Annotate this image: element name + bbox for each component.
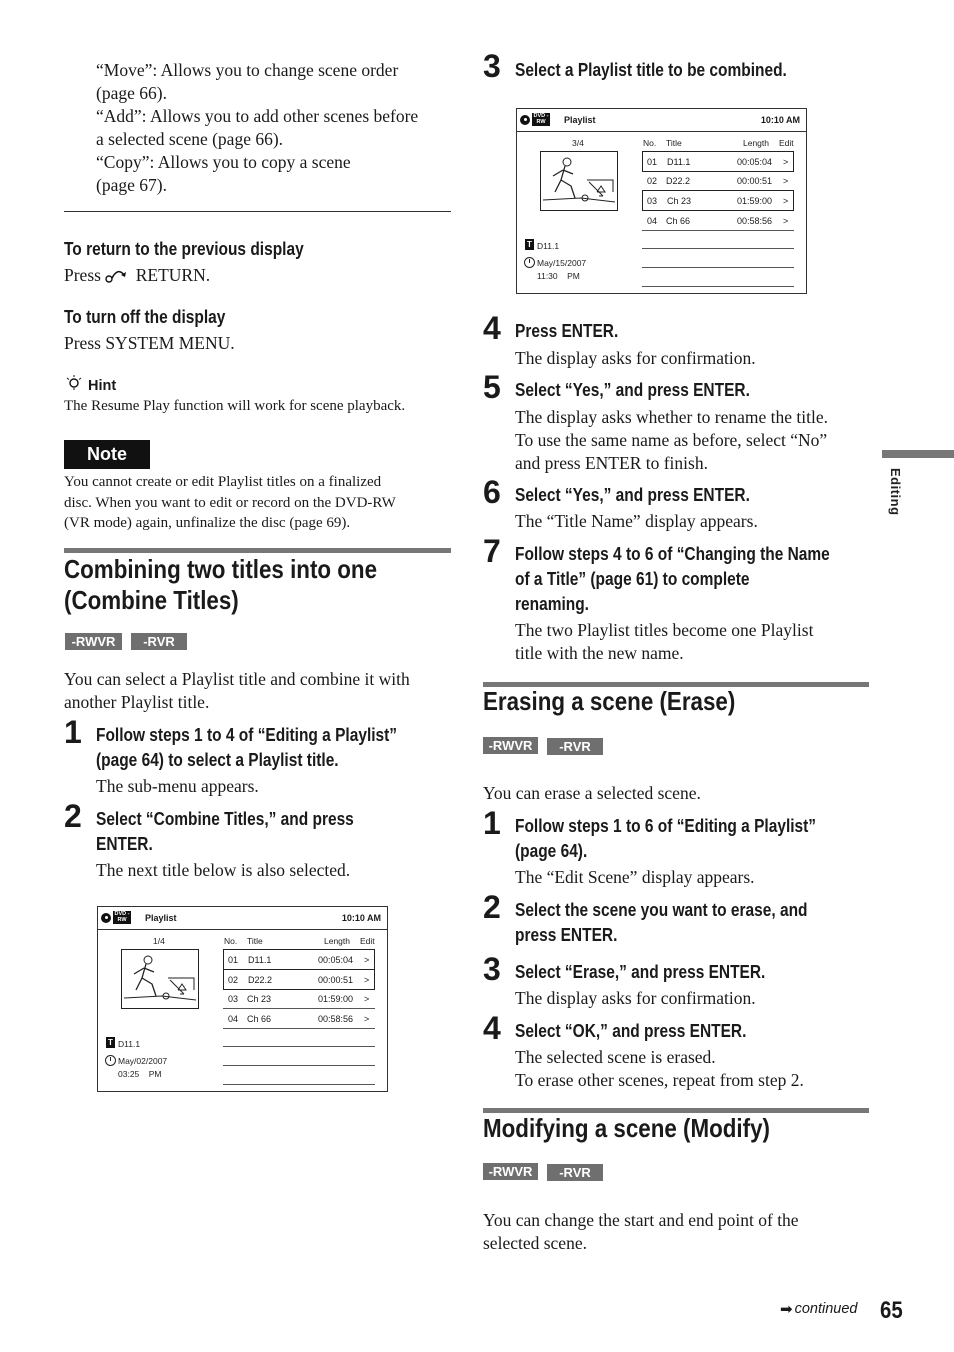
step-6-number: 6	[483, 474, 501, 510]
info-time: 03:25 PM	[118, 1069, 162, 1079]
col-edit: Edit	[779, 138, 794, 148]
table-row[interactable]: 04 Ch 66 00:58:56 >	[223, 1009, 375, 1029]
step-4-heading: Press ENTER.	[515, 321, 619, 341]
erase-step-4-heading: Select “OK,” and press ENTER.	[515, 1021, 747, 1041]
erase-title: Erasing a scene (Erase)	[483, 686, 736, 716]
note-text: You cannot create or edit Playlist titles on a finalized disc. When you want to edit or record on the DVD-RW (VR mode) again, unfinalize the disc (page 69).	[64, 474, 396, 531]
thumbnail-image	[540, 151, 618, 211]
section-label: Editing	[888, 468, 903, 516]
table-row[interactable]: 01 D11.1 00:05:04 >	[642, 151, 794, 172]
step-1-heading: Follow steps 1 to 4 of “Editing a Playlist” (page 64) to select a Playlist title.	[96, 725, 398, 770]
rwvr-badge: -RWVR	[483, 737, 538, 754]
move-page: (page 66).	[96, 83, 167, 103]
thumbnail-image	[121, 949, 199, 1009]
screen-clock: 10:10 AM	[341, 913, 381, 923]
combine-title-line2: (Combine Titles)	[64, 585, 239, 615]
return-heading: To return to the previous display	[64, 239, 304, 259]
info-title: D11.1	[537, 241, 560, 251]
arrow-right-icon: ➡	[780, 1300, 793, 1318]
erase-step-4-number: 4	[483, 1010, 501, 1046]
section-tab	[882, 450, 954, 458]
hint-header	[64, 374, 116, 397]
modify-title: Modifying a scene (Modify)	[483, 1113, 770, 1143]
title-counter: 1/4	[153, 936, 165, 946]
col-edit: Edit	[360, 936, 375, 946]
step-2-body: The next title below is also selected.	[96, 860, 351, 880]
step-7-body: The two Playlist titles become one Playlist title with the new name.	[515, 620, 814, 663]
table-row[interactable]: 03 Ch 23 01:59:00 >	[223, 989, 375, 1009]
table-row[interactable]: 04 Ch 66 00:58:56 >	[642, 211, 794, 231]
col-no: No.	[643, 138, 657, 148]
page-number: 65	[880, 1297, 903, 1324]
screen-title: Playlist	[564, 115, 596, 125]
hint-label: Hint	[88, 377, 117, 394]
step-7-heading: Follow steps 4 to 6 of “Changing the Name of a Title” (page 61) to complete renaming.	[515, 544, 830, 614]
playlist-screen-1	[97, 906, 388, 1092]
turnoff-text: Press SYSTEM MENU.	[64, 333, 235, 353]
combine-title-line1: Combining two titles into one	[64, 554, 378, 584]
step-6-heading: Select “Yes,” and press ENTER.	[515, 485, 750, 505]
add-desc-2: a selected scene (page 66).	[96, 129, 284, 149]
col-title: Title	[666, 138, 682, 148]
move-desc: “Move”: Allows you to change scene order	[96, 60, 399, 80]
return-text: Press RETURN.	[64, 264, 210, 289]
step-5-body: The display asks whether to rename the title. To use the same name as before, select “No” and press ENTER to finish.	[515, 407, 828, 473]
step-4-number: 4	[483, 310, 501, 346]
erase-step-1-number: 1	[483, 805, 501, 841]
rwvr-badge: -RWVR	[65, 633, 122, 650]
lightbulb-icon	[64, 374, 84, 397]
col-length: Length	[324, 936, 350, 946]
step-3-number: 3	[483, 48, 501, 84]
rvr-badge: -RVR	[547, 738, 603, 755]
step-4-body: The display asks for confirmation.	[515, 348, 756, 368]
return-icon	[105, 266, 131, 289]
clock-icon	[105, 1055, 116, 1066]
dvd-rw-icon: DVD -RW	[520, 113, 550, 126]
rvr-badge: -RVR	[547, 1164, 603, 1181]
clock-icon	[524, 257, 535, 268]
screen-title: Playlist	[145, 913, 177, 923]
modify-intro: You can change the start and end point of the selected scene.	[483, 1210, 799, 1253]
info-date: May/02/2007	[118, 1056, 168, 1066]
table-row[interactable]: 03 Ch 23 01:59:00 >	[642, 190, 794, 211]
rwvr-badge: -RWVR	[483, 1163, 538, 1180]
col-no: No.	[224, 936, 238, 946]
info-date: May/15/2007	[537, 258, 587, 268]
erase-intro: You can erase a selected scene.	[483, 783, 701, 803]
erase-step-3-body: The display asks for confirmation.	[515, 988, 756, 1008]
step-5-number: 5	[483, 369, 501, 405]
step-6-body: The “Title Name” display appears.	[515, 511, 758, 531]
sub-menu-descriptions	[96, 59, 418, 197]
erase-step-2-heading: Select the scene you want to erase, and press ENTER.	[515, 900, 808, 945]
erase-step-2-number: 2	[483, 889, 501, 925]
rvr-badge: -RVR	[131, 633, 187, 650]
col-title: Title	[247, 936, 263, 946]
title-counter: 3/4	[572, 138, 584, 148]
title-icon: T	[525, 239, 534, 250]
erase-step-1-heading: Follow steps 1 to 6 of “Editing a Playlist” (page 64).	[515, 816, 817, 861]
erase-step-3-number: 3	[483, 951, 501, 987]
playlist-screen-2	[516, 108, 807, 294]
hint-text: The Resume Play function will work for scene playback.	[64, 398, 406, 414]
step-1-body: The sub-menu appears.	[96, 776, 259, 796]
note-label: Note	[64, 440, 150, 469]
copy-page: (page 67).	[96, 175, 167, 195]
combine-intro: You can select a Playlist title and combine it with another Playlist title.	[64, 669, 410, 712]
col-length: Length	[743, 138, 769, 148]
step-5-heading: Select “Yes,” and press ENTER.	[515, 380, 750, 400]
copy-desc: “Copy”: Allows you to copy a scene	[96, 152, 351, 172]
step-2-number: 2	[64, 798, 82, 834]
divider	[64, 211, 451, 212]
table-row[interactable]: 02 D22.2 00:00:51 >	[642, 171, 794, 191]
section-rule	[64, 548, 451, 553]
table-row[interactable]: 01 D11.1 00:05:04 >	[223, 949, 375, 970]
screen-header	[98, 906, 387, 930]
erase-step-4-body: The selected scene is erased. To erase other scenes, repeat from step 2.	[515, 1047, 804, 1090]
title-icon: T	[106, 1037, 115, 1048]
continued-marker: ➡ continued	[780, 1300, 858, 1318]
info-time: 11:30 PM	[537, 271, 580, 281]
erase-step-1-body: The “Edit Scene” display appears.	[515, 867, 755, 887]
step-3-heading: Select a Playlist title to be combined.	[515, 60, 787, 80]
table-row[interactable]: 02 D22.2 00:00:51 >	[223, 969, 375, 990]
step-7-number: 7	[483, 533, 501, 569]
erase-step-3-heading: Select “Erase,” and press ENTER.	[515, 962, 766, 982]
dvd-rw-icon: DVD -RW	[101, 911, 131, 924]
step-1-number: 1	[64, 714, 82, 750]
info-title: D11.1	[118, 1039, 141, 1049]
turnoff-heading: To turn off the display	[64, 307, 226, 327]
screen-header	[517, 108, 806, 132]
screen-clock: 10:10 AM	[760, 115, 800, 125]
add-desc: “Add”: Allows you to add other scenes before	[96, 106, 419, 126]
step-2-heading: Select “Combine Titles,” and press ENTER.	[96, 809, 354, 854]
